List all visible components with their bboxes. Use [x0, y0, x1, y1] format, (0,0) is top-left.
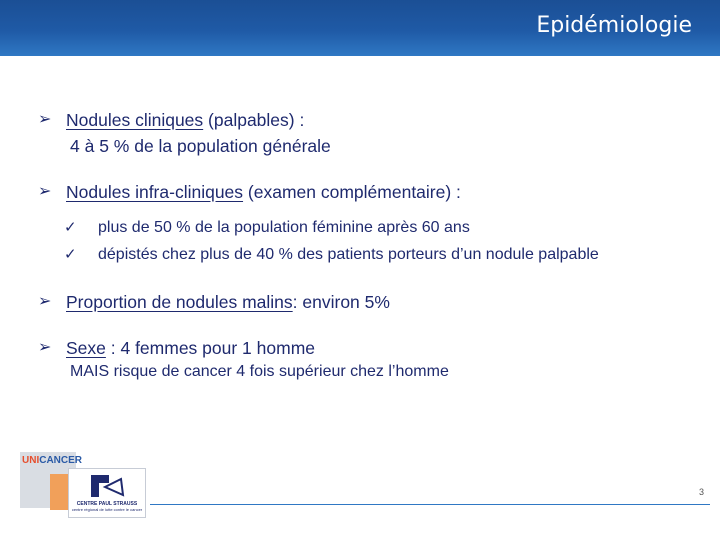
unicancer-logo-text-a: UNI	[22, 455, 40, 466]
arrow-bullet-icon: ➢	[38, 339, 52, 356]
checkmark-icon: ✓	[64, 246, 77, 263]
unicancer-logo-text-b: CANCER	[39, 455, 83, 466]
bullet-text: : 4 femmes pour 1 homme	[105, 338, 316, 358]
title-bar	[0, 0, 720, 56]
cps-tagline: centre régional de lutte contre le cancer	[71, 507, 143, 512]
bullet-term: Sexe	[66, 338, 106, 358]
bullet-sex	[38, 336, 698, 360]
cps-name: CENTRE PAUL STRAUSS	[76, 501, 138, 507]
arrow-bullet-icon: ➢	[38, 111, 52, 128]
bullet-text: (examen complémentaire) :	[243, 182, 461, 202]
bullet-subtext: MAIS risque de cancer 4 fois supérieur chez l’homme	[70, 363, 449, 380]
bullet-term: Nodules cliniques	[66, 110, 204, 130]
bullet-text: (palpables) :	[203, 110, 305, 130]
checkmark-icon: ✓	[64, 219, 77, 236]
bullet-subclinical-nodules	[38, 180, 698, 204]
check-list	[38, 214, 698, 268]
arrow-bullet-icon: ➢	[38, 293, 52, 310]
check-item	[64, 214, 698, 241]
bullet-text: : environ 5%	[292, 292, 390, 312]
slide-title: Epidémiologie	[536, 13, 692, 38]
slide-content	[38, 108, 698, 384]
cps-mark-icon	[87, 473, 127, 499]
bullet-malignant-proportion	[38, 290, 698, 314]
bullet-subtext: 4 à 5 % de la population générale	[70, 136, 331, 156]
check-item	[64, 241, 698, 268]
footer-divider	[150, 504, 710, 505]
check-item-text: plus de 50 % de la population féminine après 60 ans	[98, 219, 470, 236]
bullet-clinical-nodules	[38, 108, 698, 132]
bullet-term: Nodules infra-cliniques	[66, 182, 244, 202]
arrow-bullet-icon: ➢	[38, 183, 52, 200]
bullet-term: Proportion de nodules malins	[66, 292, 293, 312]
centre-paul-strauss-logo	[68, 468, 146, 518]
check-item-text: dépistés chez plus de 40 % des patients porteurs d’un nodule palpable	[98, 246, 599, 263]
logo-group	[20, 452, 144, 516]
page-number: 3	[698, 487, 704, 497]
